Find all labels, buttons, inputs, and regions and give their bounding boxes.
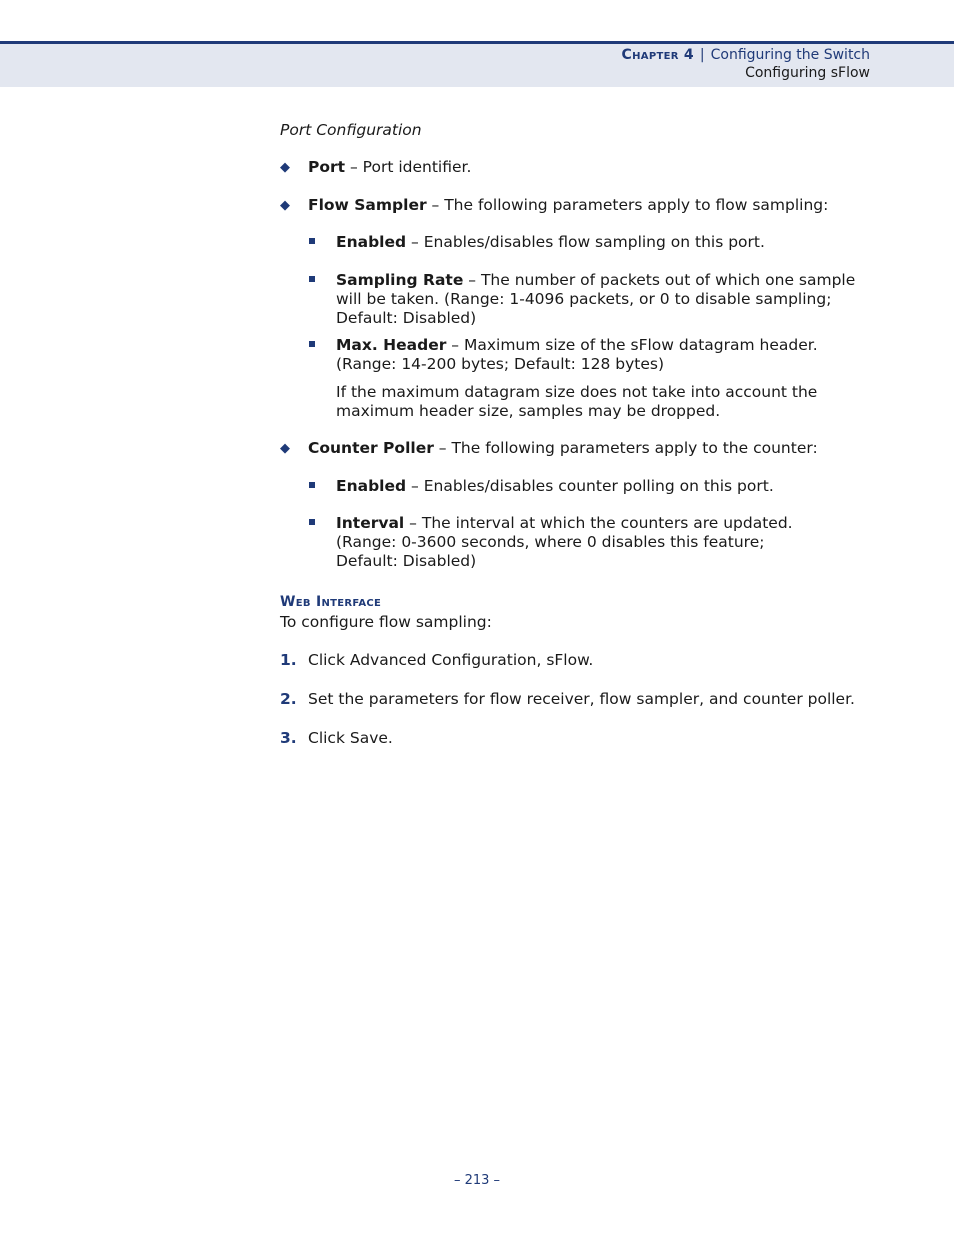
square-bullet-icon	[309, 341, 315, 347]
diamond-bullet-icon: ◆	[280, 198, 290, 213]
term-port: Port	[308, 158, 346, 176]
step-text: Click Save.	[308, 729, 393, 747]
list-item-max-header	[336, 336, 836, 374]
running-header	[0, 41, 954, 87]
desc-port: – Port identifier.	[345, 158, 472, 176]
square-bullet-icon	[309, 519, 315, 525]
step-number: 3.	[280, 729, 297, 747]
list-item-counter-poller	[308, 439, 818, 457]
desc-interval: – The interval at which the counters are updated. (Range: 0-3600 seconds, where 0 disables this feature; Default: Disabled)	[336, 514, 793, 570]
header-chapter	[622, 47, 870, 63]
diamond-bullet-icon: ◆	[280, 441, 290, 456]
square-bullet-icon	[309, 238, 315, 244]
step-text: Click Advanced Configuration, sFlow.	[308, 651, 594, 669]
term-sampling-rate: Sampling Rate	[336, 271, 464, 289]
term-max-header: Max. Header	[336, 336, 447, 354]
max-header-note: If the maximum datagram size does not take into account the maximum header size, samples may be dropped.	[336, 383, 818, 420]
term-counter-enabled: Enabled	[336, 477, 407, 495]
web-interface-intro: To configure flow sampling:	[280, 613, 492, 631]
desc-counter-enabled: – Enables/disables counter polling on this port.	[406, 477, 774, 495]
list-item-flow-sampler	[308, 196, 828, 214]
desc-counter-poller: – The following parameters apply to the counter:	[433, 439, 818, 457]
chapter-title: Configuring the Switch	[710, 47, 870, 63]
desc-flow-enabled: – Enables/disables flow sampling on this port.	[406, 233, 765, 251]
port-config-heading: Port Configuration	[280, 121, 422, 139]
term-flow-enabled: Enabled	[336, 233, 407, 251]
page-number: – 213 –	[453, 1173, 501, 1188]
list-item-counter-enabled	[336, 477, 774, 495]
term-interval: Interval	[336, 514, 405, 532]
desc-flow-sampler: – The following parameters apply to flow sampling:	[426, 196, 829, 214]
header-separator: |	[699, 47, 705, 63]
step-number: 1.	[280, 651, 297, 669]
diamond-bullet-icon: ◆	[280, 160, 290, 175]
list-item-flow-enabled	[336, 233, 765, 251]
square-bullet-icon	[309, 276, 315, 282]
step-number: 2.	[280, 690, 297, 708]
term-flow-sampler: Flow Sampler	[308, 196, 427, 214]
list-item-port	[308, 158, 471, 176]
desc-max-header: – Maximum size of the sFlow datagram header. (Range: 14-200 bytes; Default: 128 bytes)	[336, 336, 818, 373]
header-section-title: Configuring sFlow	[745, 65, 870, 81]
desc-sampling-rate: – The number of packets out of which one sample will be taken. (Range: 1-4096 packets, or 0 to disable sampling; Default: Disabled)	[336, 271, 856, 327]
chapter-label: Chapter 4	[621, 47, 694, 63]
term-counter-poller: Counter Poller	[308, 439, 434, 457]
list-item-interval	[336, 514, 816, 571]
step-text: Set the parameters for flow receiver, flow sampler, and counter poller.	[308, 690, 855, 708]
web-interface-heading: Web Interface	[280, 594, 382, 610]
square-bullet-icon	[309, 482, 315, 488]
list-item-sampling-rate	[336, 271, 876, 328]
